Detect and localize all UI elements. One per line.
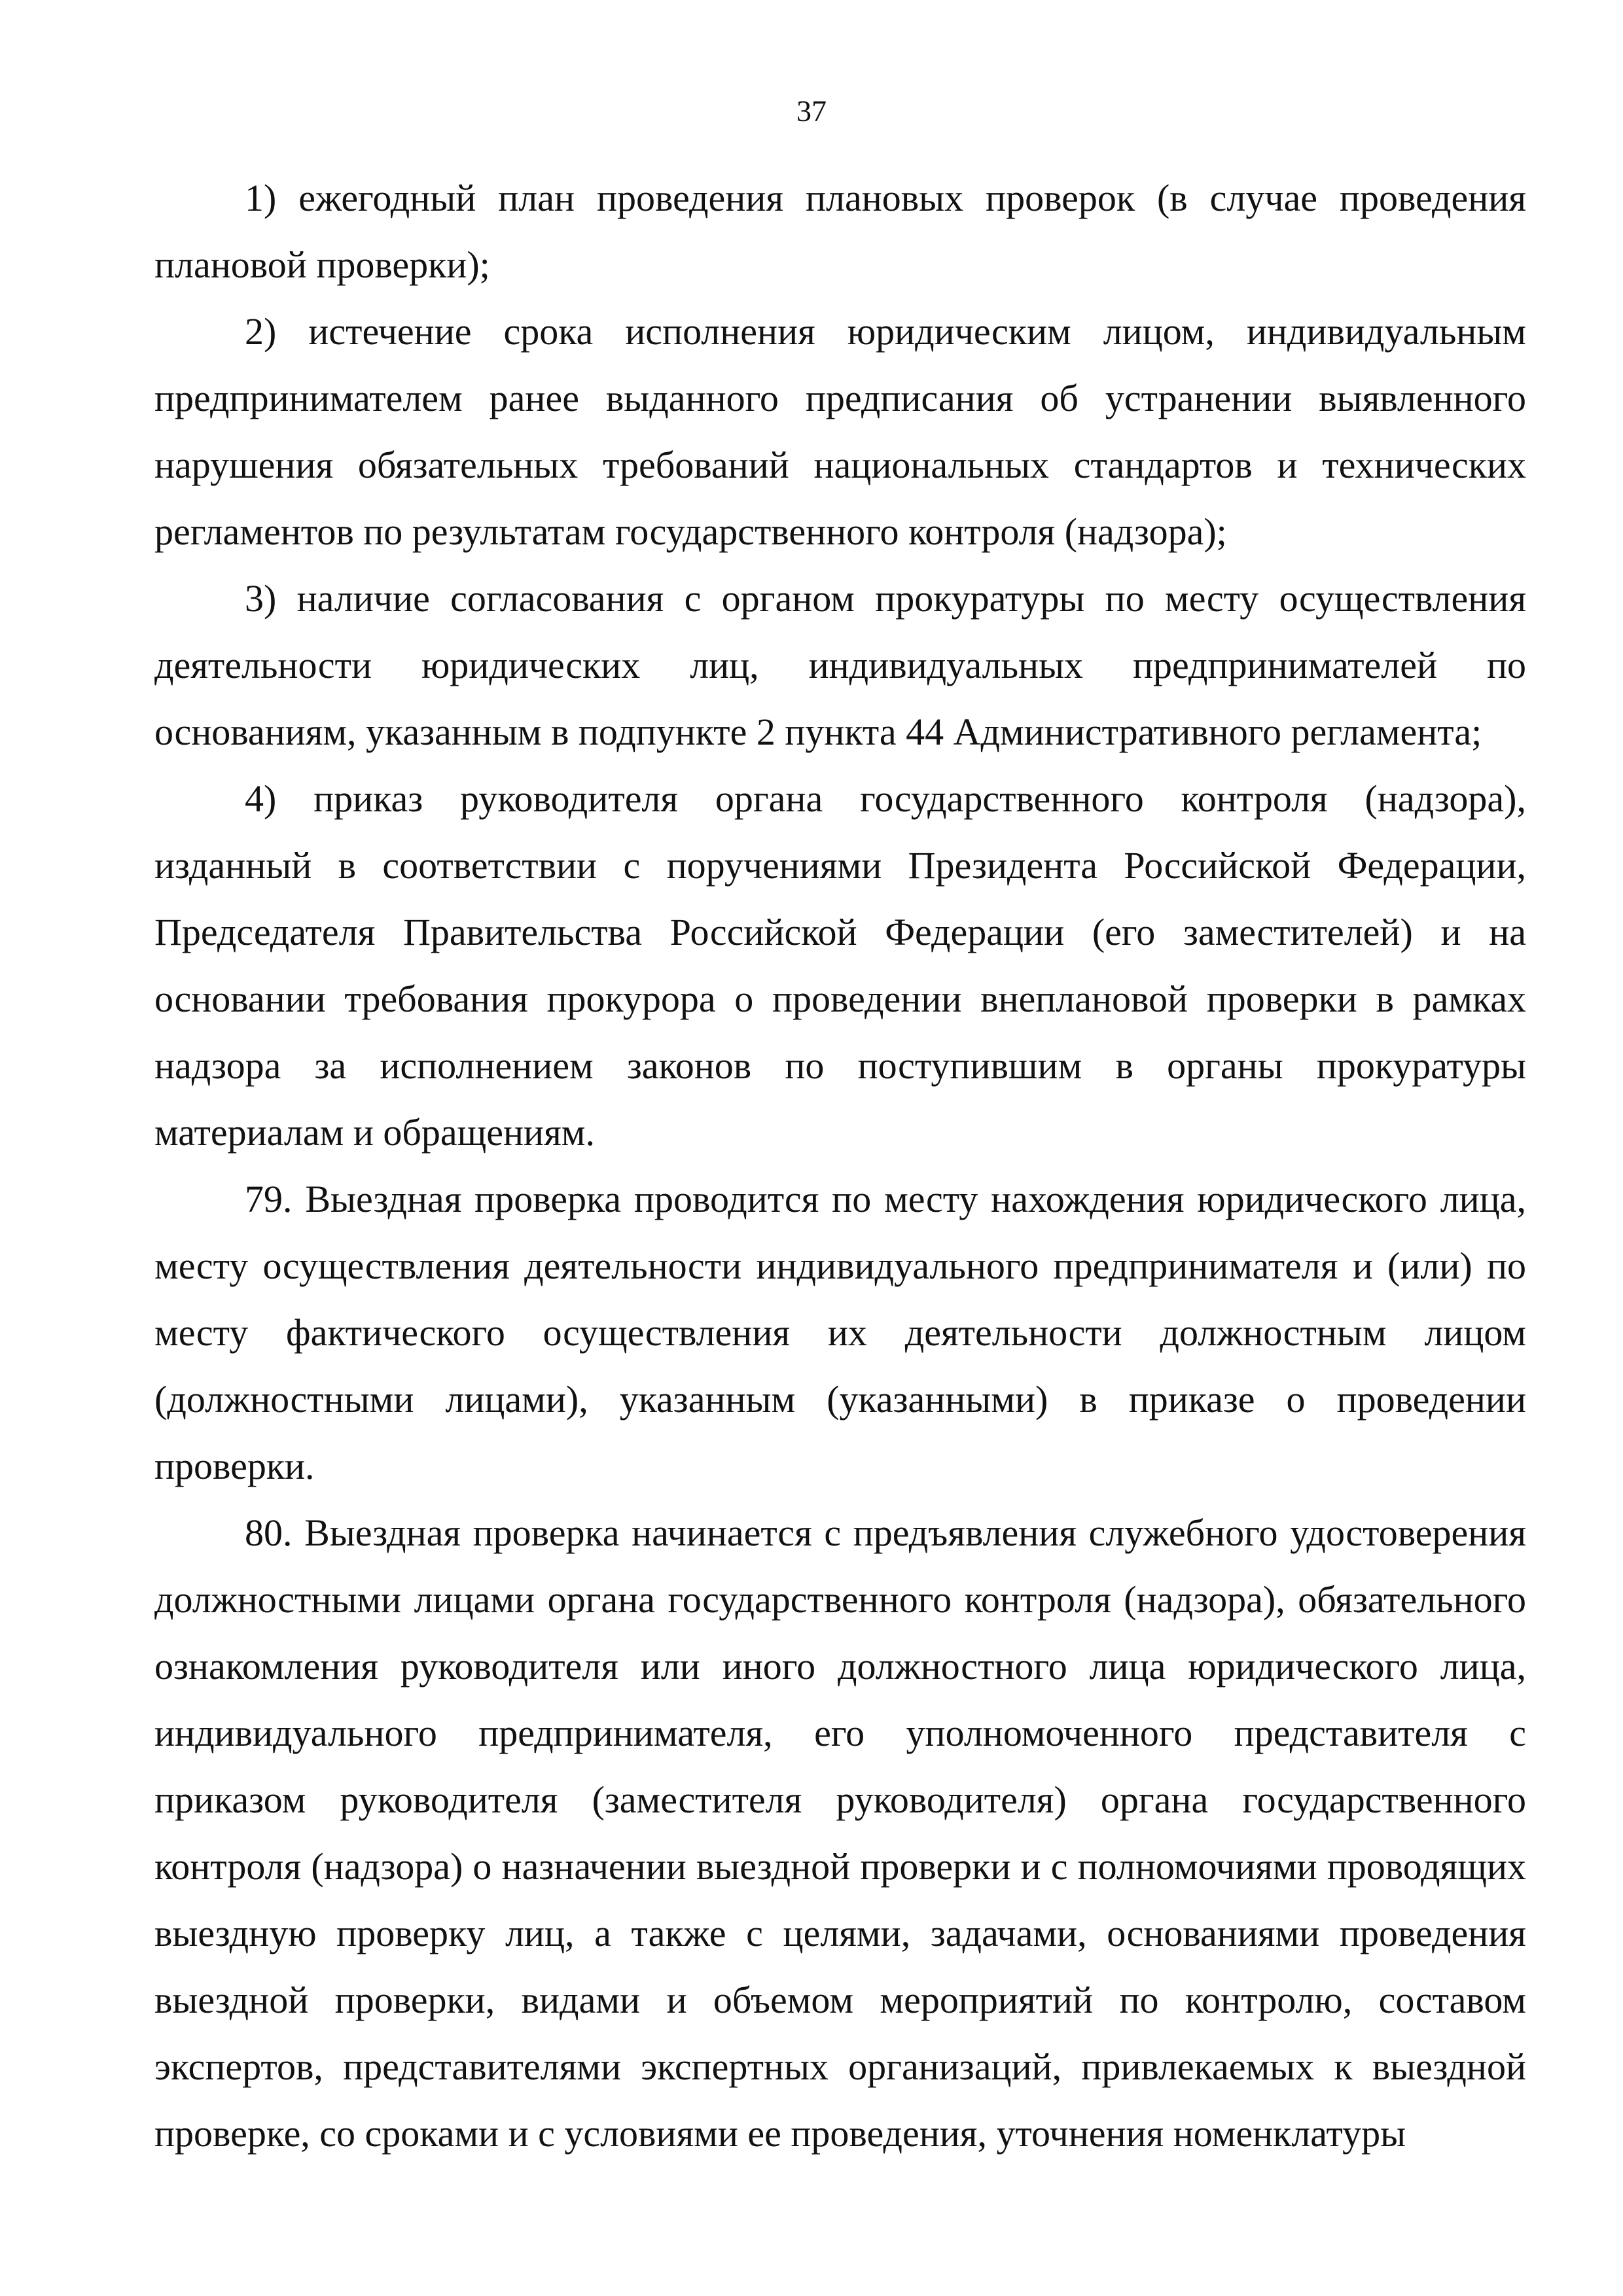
page-number: 37 <box>796 94 827 128</box>
list-item-4: 4) приказ руководителя органа государственного контроля (надзора), изданный в соответствии с поручениями Президента Российской Федерации, Председателя Правительства Российской Федерации (его заместителей) и на основании требования прокурора о проведении внеплановой проверки в рамках надзора за исполнением законов по поступившим в органы прокуратуры материалам и обращениям. <box>154 777 1526 1154</box>
list-item-1: 1) ежегодный план проведения плановых проверок (в случае проведения плановой проверки); <box>154 177 1526 286</box>
clause-79: 79. Выездная проверка проводится по месту нахождения юридического лица, месту осуществления деятельности индивидуального предпринимателя и (или) по месту фактического осуществления их деятельности должностным лицом (должностными лицами), указанным (указанными) в приказе о проведении проверки. <box>154 1178 1526 1487</box>
clause-80: 80. Выездная проверка начинается с предъявления служебного удостоверения должностными лицами органа государственного контроля (надзора), обязательного ознакомления руководителя или иного должностного лица юридического лица, индивидуального предпринимателя, его уполномоченного представителя с приказом руководителя (заместителя руководителя) органа государственного контроля (надзора) о назначении выездной проверки и с полномочиями проводящих выездную проверку лиц, а также с целями, задачами, основаниями проведения выездной проверки, видами и объемом мероприятий по контролю, составом экспертов, представителями экспертных организаций, привлекаемых к выездной проверке, со сроками и с условиями ее проведения, уточнения номенклатуры <box>154 1511 1526 2155</box>
list-item-3: 3) наличие согласования с органом прокуратуры по месту осуществления деятельности юридических лиц, индивидуальных предпринимателей по основаниям, указанным в подпункте 2 пункта 44 Административного регламента; <box>154 577 1526 753</box>
list-item-2: 2) истечение срока исполнения юридическим лицом, индивидуальным предпринимателем ранее выданного предписания об устранении выявленного нарушения обязательных требований национальных стандартов и технических регламентов по результатам государственного контроля (надзора); <box>154 310 1526 553</box>
document-body <box>154 165 1526 2167</box>
